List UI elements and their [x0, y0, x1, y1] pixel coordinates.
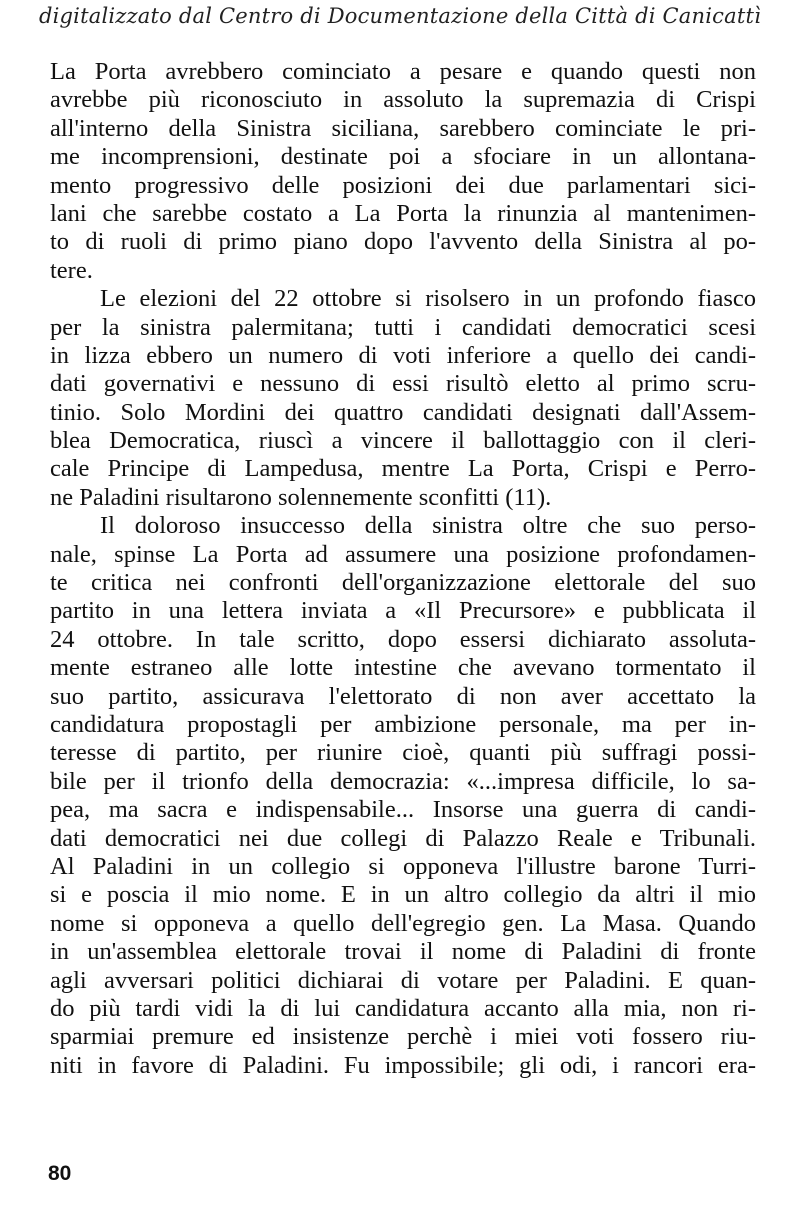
text-line: te critica nei confronti dell'organizzazione elettorale del suo — [50, 569, 756, 597]
text-line: La Porta avrebbero cominciato a pesare e quando questi non — [50, 58, 756, 85]
text-line: Il doloroso insuccesso della sinistra oltre che suo perso- — [100, 512, 756, 540]
text-line: avrebbe più riconosciuto in assoluto la supremazia di Crispi — [50, 86, 756, 114]
text-line: dati governativi e nessuno di essi risultò eletto al primo scru- — [50, 370, 756, 398]
digitization-watermark: digitalizzato dal Centro di Documentazione della Città di Canicattì — [38, 4, 762, 28]
paragraph — [50, 512, 756, 1080]
text-line: Le elezioni del 22 ottobre si risolsero in un profondo fiasco — [100, 285, 756, 313]
text-line: tinio. Solo Mordini dei quattro candidati designati dall'Assem- — [50, 398, 756, 426]
text-line: mento progressivo delle posizioni dei due parlamentari sici- — [50, 171, 756, 199]
text-line: me incomprensioni, destinate poi a sfociare in un allontana- — [50, 143, 756, 171]
paragraph — [50, 285, 756, 512]
text-line: Al Paladini in un collegio si opponeva l'illustre barone Turri- — [50, 852, 756, 880]
text-line: niti in favore di Paladini. Fu impossibile; gli odi, i rancori era- — [50, 1051, 756, 1079]
text-line: in un'assemblea elettorale trovai il nome di Paladini di fronte — [50, 938, 756, 966]
text-line: sparmiai premure ed insistenze perchè i miei voti fossero riu- — [50, 1023, 756, 1051]
text-line: si e poscia il mio nome. E in un altro collegio da altri il mio — [50, 881, 756, 909]
text-line: tere. — [50, 256, 93, 284]
text-line: suo partito, assicurava l'elettorato di non aver accettato la — [50, 682, 756, 710]
text-line: mente estraneo alle lotte intestine che avevano tormentato il — [50, 654, 756, 682]
text-line: nome si opponeva a quello dell'egregio gen. La Masa. Quando — [50, 909, 756, 937]
text-line: lani che sarebbe costato a La Porta la rinunzia al mantenimen- — [50, 199, 756, 227]
text-line: 24 ottobre. In tale scritto, dopo essersi dichiarato assoluta- — [50, 625, 756, 653]
page-number: 80 — [48, 1162, 72, 1185]
text-line: partito in una lettera inviata a «Il Precursore» e pubblicata il — [50, 597, 756, 625]
text-line: nale, spinse La Porta ad assumere una posizione profondamen- — [50, 540, 756, 568]
text-line: candidatura propostagli per ambizione personale, ma per in- — [50, 710, 756, 738]
text-line: blea Democratica, riuscì a vincere il ballottaggio con il cleri- — [50, 427, 756, 455]
text-line: do più tardi vidi la di lui candidatura accanto alla mia, non ri- — [50, 994, 756, 1022]
text-line: cale Principe di Lampedusa, mentre La Porta, Crispi e Perro- — [50, 455, 756, 483]
text-line: ne Paladini risultarono solennemente sconfitti (11). — [50, 483, 552, 511]
text-line: teresse di partito, per riunire cioè, quanti più suffragi possi- — [50, 739, 756, 767]
text-line: all'interno della Sinistra siciliana, sarebbero cominciate le pri- — [50, 114, 756, 142]
text-line: pea, ma sacra e indispensabile... Insorse una guerra di candi- — [50, 796, 756, 824]
paragraph — [50, 58, 756, 285]
text-line: dati democratici nei due collegi di Palazzo Reale e Tribunali. — [50, 824, 756, 852]
body-text — [50, 58, 756, 1080]
text-line: agli avversari politici dichiarai di votare per Paladini. E quan- — [50, 966, 756, 994]
text-line: to di ruoli di primo piano dopo l'avvento della Sinistra al po- — [50, 228, 756, 256]
text-line: bile per il trionfo della democrazia: «...impresa difficile, lo sa- — [50, 767, 756, 795]
text-line: in lizza ebbero un numero di voti inferiore a quello dei candi- — [50, 341, 756, 369]
text-line: per la sinistra palermitana; tutti i candidati democratici scesi — [50, 313, 756, 341]
